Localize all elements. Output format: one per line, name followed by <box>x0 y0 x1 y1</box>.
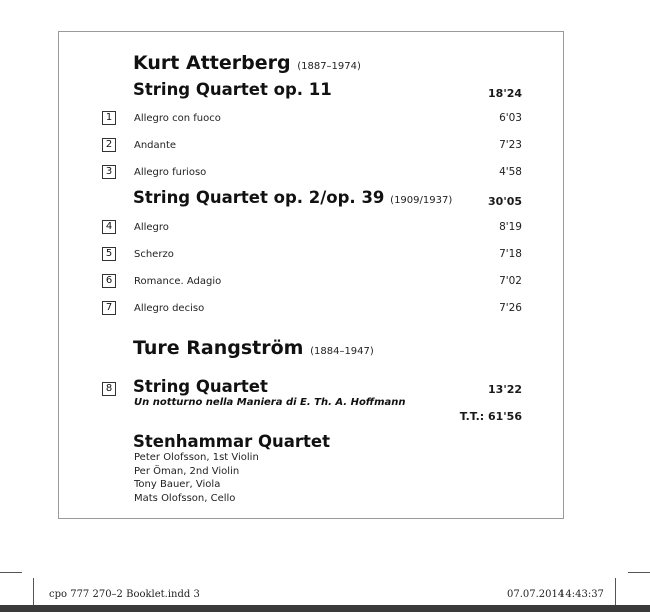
work-total-duration: 30'05 <box>488 195 522 208</box>
movement-duration: 7'02 <box>499 275 522 287</box>
track-number: 1 <box>102 111 116 125</box>
movement-title: Allegro con fuoco <box>134 113 221 124</box>
work-total-duration: 18'24 <box>488 87 522 100</box>
movement-duration: 7'26 <box>499 302 522 314</box>
track-number: 2 <box>102 138 116 152</box>
print-slug-time: 14:43:37 <box>559 589 604 600</box>
movement-duration: 4'58 <box>499 166 522 178</box>
ensemble-member: Peter Olofsson, 1st Violin <box>134 452 259 463</box>
ensemble-name: Stenhammar Quartet <box>133 432 331 451</box>
crop-mark <box>0 572 22 573</box>
work-years: (1909/1937) <box>390 195 453 206</box>
track-number: 4 <box>102 220 116 234</box>
ensemble-member: Per Öman, 2nd Violin <box>134 466 240 477</box>
movement-title: Allegro <box>134 222 169 233</box>
print-slug-date: 07.07.2014 <box>507 589 565 600</box>
ensemble-member: Tony Bauer, Viola <box>134 479 221 490</box>
work-subtitle: Un notturno nella Maniera di E. Th. A. Hoffmann <box>134 397 406 408</box>
movement-title: Allegro deciso <box>134 303 205 314</box>
crop-mark <box>628 572 650 573</box>
movement-title: Andante <box>134 140 177 151</box>
track-number: 6 <box>102 274 116 288</box>
track-number: 5 <box>102 247 116 261</box>
work-title: String Quartet op. 2/op. 39 <box>133 188 385 207</box>
composer-name: Ture Rangström <box>133 337 304 359</box>
track-number: 3 <box>102 165 116 179</box>
total-time: T.T.: 61'56 <box>459 410 522 423</box>
work-heading <box>133 188 452 207</box>
movement-duration: 6'03 <box>499 112 522 124</box>
movement-title: Romance. Adagio <box>134 276 222 287</box>
work-total-duration: 13'22 <box>488 383 522 396</box>
crop-mark <box>33 578 34 605</box>
bottom-edge-bar <box>0 605 650 612</box>
track-number: 7 <box>102 301 116 315</box>
work-title: String Quartet <box>133 377 268 396</box>
composer-years: (1887–1974) <box>297 61 361 72</box>
movement-duration: 8'19 <box>499 221 522 233</box>
movement-duration: 7'23 <box>499 139 522 151</box>
composer-name: Kurt Atterberg <box>133 52 291 74</box>
work-title: String Quartet op. 11 <box>133 80 332 99</box>
composer-years: (1884–1947) <box>310 346 374 357</box>
crop-mark <box>615 578 616 605</box>
movement-duration: 7'18 <box>499 248 522 260</box>
track-number: 8 <box>102 382 116 396</box>
movement-title: Scherzo <box>134 249 174 260</box>
ensemble-member: Mats Olofsson, Cello <box>134 493 236 504</box>
composer-heading <box>133 52 361 74</box>
movement-title: Allegro furioso <box>134 167 207 178</box>
print-slug-file: cpo 777 270–2 Booklet.indd 3 <box>49 589 200 600</box>
composer-heading <box>133 337 374 359</box>
